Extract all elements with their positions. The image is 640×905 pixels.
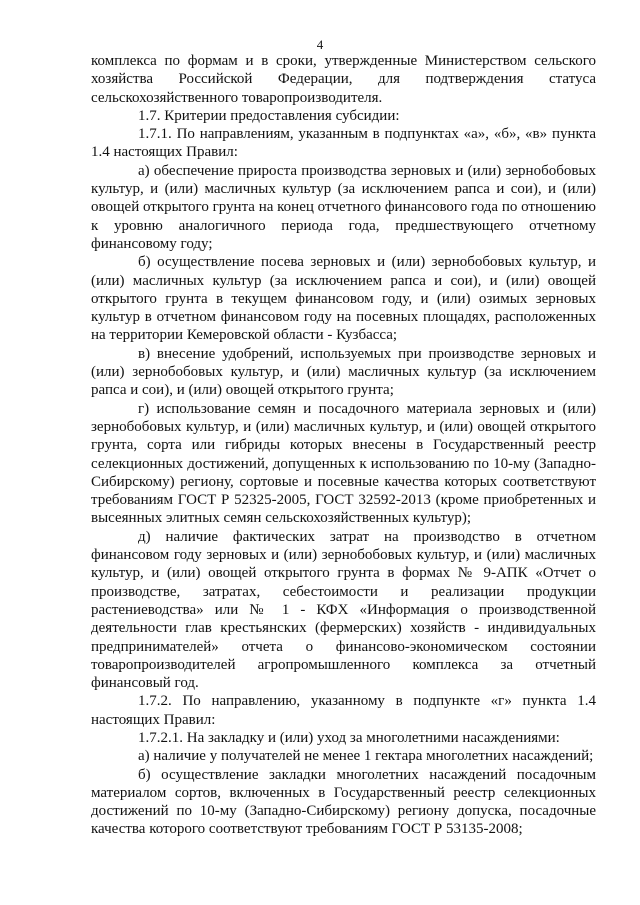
paragraph-1-7-2-1-b: б) осуществление закладки многолетних насаждений посадочным материалом сортов, включенных в Государственный реестр селекционных достижений по 10-му (Западно-Сибирскому) региону допуска, посадочные качества которого соответствуют требованиям ГОСТ Р 53135-2008; <box>91 766 596 838</box>
document-body <box>91 52 596 839</box>
paragraph-1-7-2-1: 1.7.2.1. На закладку и (или) уход за многолетними насаждениями: <box>138 729 560 746</box>
paragraph-1-7-1-b: б) осуществление посева зерновых и (или) зернобобовых культур, и (или) масличных культур (за исключением рапса и сои), и (или) овощей открытого грунта в текущем финансовом году, и (или) озимых зерновых культур в отчетном финансовом году на посевных площадях, расположенных на территории Кемеровской области - Кузбасса; <box>91 254 596 344</box>
paragraph-1-7-2: 1.7.2. По направлению, указанному в подпункте «г» пункта 1.4 настоящих Правил: <box>91 693 596 728</box>
page-number: 4 <box>316 37 324 52</box>
paragraph-1-7-1-v: в) внесение удобрений, используемых при производстве зерновых и (или) зернобобовых культур, и (или) масличных культур (за исключением рапса и сои), и (или) овощей открытого грунта; <box>91 345 596 399</box>
paragraph-continuation: комплекса по формам и в сроки, утвержденные Министерством сельского хозяйства Российской Федерации, для подтверждения статуса сельскохозяйственного товаропроизводителя. <box>91 53 596 106</box>
paragraph-1-7-1-a: а) обеспечение прироста производства зерновых и (или) зернобобовых культур, и (или) масличных культур (за исключением рапса и сои), и (или) овощей открытого грунта на конец отчетного финансового года по отношению к уровню аналогичного периода года, предшествующего отчетному финансовому году; <box>91 162 596 252</box>
paragraph-1-7-1: 1.7.1. По направлениям, указанным в подпунктах «а», «б», «в» пункта 1.4 настоящих Правил: <box>91 126 596 161</box>
paragraph-1-7: 1.7. Критерии предоставления субсидии: <box>138 107 400 124</box>
paragraph-1-7-1-g: г) использование семян и посадочного материала зерновых и (или) зернобобовых культур, и (или) масличных культур, и (или) овощей открытого грунта, сорта или гибриды которых внесены в Государственный реестр селекционных достижений, допущенных к использованию по 10-му (Западно-Сибирскому) региону, сортовые и посевные качества которых соответствуют требованиям ГОСТ Р 52325-2005, ГОСТ 32592-2013 (кроме приобретенных и высеянных элитных семян сельскохозяйственных культур); <box>91 400 596 527</box>
paragraph-1-7-1-d: д) наличие фактических затрат на производство в отчетном финансовом году зерновых и (или) зернобобовых культур, и (или) масличных культур, и (или) овощей открытого грунта в формах № 9-АПК «Отчет о производстве, затратах, себестоимости и реализации продукции растениеводства» или № 1 - КФХ «Информация о производственной деятельности глав крестьянских (фермерских) хозяйств - индивидуальных предпринимателей» отчета о финансово-экономическом состоянии товаропроизводителей агропромышленного комплекса за отчетный финансовый год. <box>91 528 596 692</box>
paragraph-1-7-2-1-a: а) наличие у получателей не менее 1 гектара многолетних насаждений; <box>138 748 594 765</box>
